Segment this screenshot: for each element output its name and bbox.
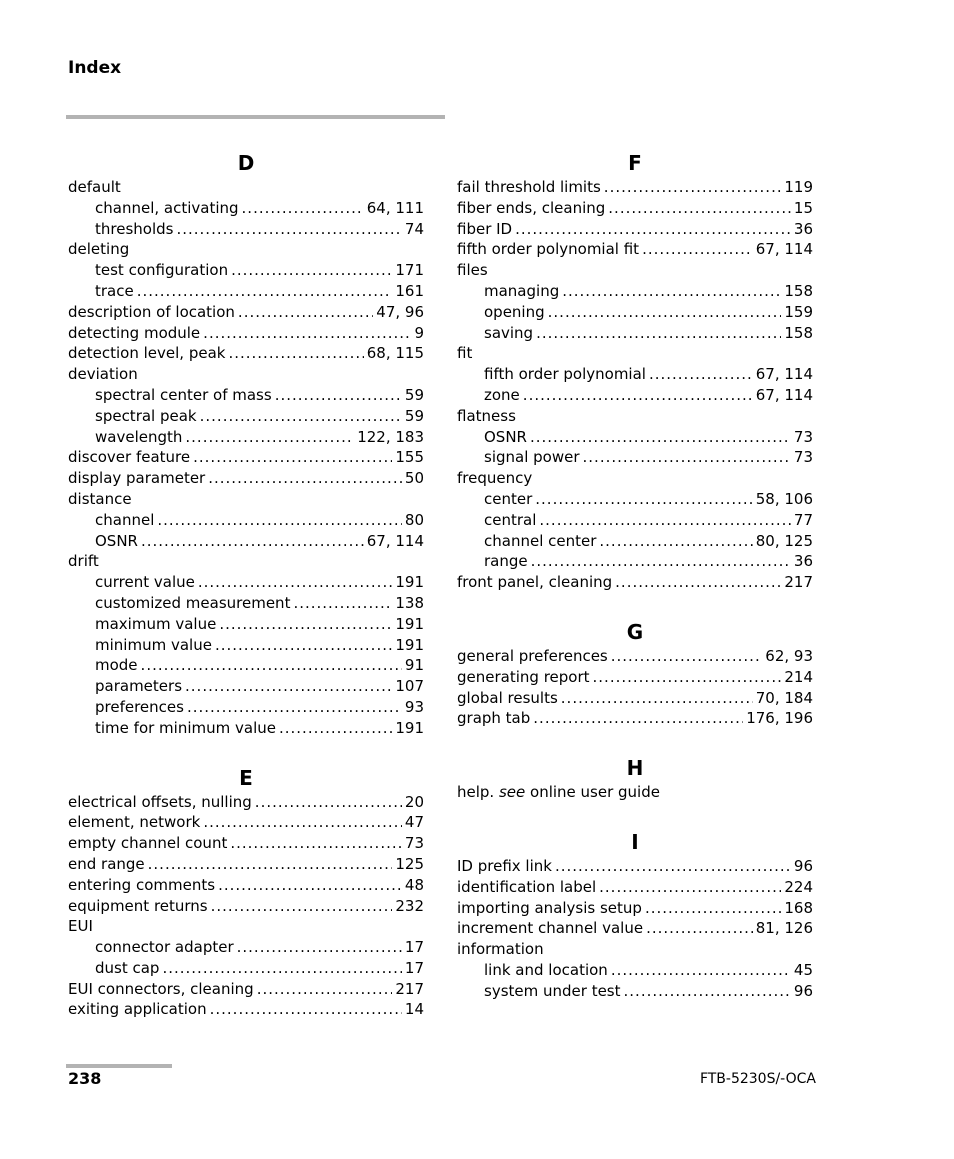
index-term: minimum value bbox=[95, 635, 212, 654]
index-term: spectral center of mass bbox=[95, 385, 272, 404]
index-term: spectral peak bbox=[95, 406, 197, 425]
footer-rule bbox=[66, 1064, 172, 1068]
index-subentry bbox=[68, 614, 424, 635]
index-subentry bbox=[457, 531, 813, 552]
dot-leader bbox=[583, 447, 791, 468]
page-references: 47, 96 bbox=[376, 302, 424, 321]
page-references: 122, 183 bbox=[357, 427, 424, 446]
index-entry bbox=[457, 877, 813, 898]
dot-leader bbox=[162, 958, 401, 979]
index-term: information bbox=[457, 940, 544, 959]
page-references: 58, 106 bbox=[755, 489, 813, 508]
index-subentry bbox=[457, 427, 813, 448]
index-entry bbox=[457, 219, 813, 240]
index-entry bbox=[457, 239, 813, 260]
dot-leader bbox=[203, 323, 411, 344]
index-term: test configuration bbox=[95, 261, 229, 280]
page-references: 191 bbox=[395, 573, 424, 592]
index-term: connector adapter bbox=[95, 938, 234, 957]
index-subentry bbox=[68, 697, 424, 718]
index-term: opening bbox=[484, 302, 545, 321]
index-term: signal power bbox=[484, 448, 580, 467]
dot-leader bbox=[242, 198, 364, 219]
index-subentry bbox=[457, 323, 813, 344]
index-term: deviation bbox=[68, 365, 138, 384]
index-term: increment channel value bbox=[457, 919, 644, 938]
index-term: element, network bbox=[68, 813, 201, 832]
index-subentry bbox=[68, 655, 424, 676]
index-entry bbox=[457, 918, 813, 939]
section-letter: G bbox=[626, 619, 644, 644]
index-term: importing analysis setup bbox=[457, 898, 642, 917]
index-entry bbox=[457, 939, 813, 960]
dot-leader bbox=[141, 531, 364, 552]
index-entry bbox=[68, 364, 424, 385]
dot-leader bbox=[535, 489, 752, 510]
page-references: 159 bbox=[784, 302, 813, 321]
index-subentry bbox=[68, 427, 424, 448]
dot-leader bbox=[215, 635, 392, 656]
index-term: identification label bbox=[457, 877, 597, 896]
dot-leader bbox=[599, 877, 781, 898]
index-subentry bbox=[68, 406, 424, 427]
index-subentry bbox=[457, 489, 813, 510]
index-term: channel, activating bbox=[95, 198, 239, 217]
dot-leader bbox=[185, 676, 392, 697]
page-references: 171 bbox=[395, 261, 424, 280]
dot-leader bbox=[562, 281, 781, 302]
dot-leader bbox=[646, 918, 753, 939]
dot-leader bbox=[611, 960, 791, 981]
index-entry bbox=[457, 572, 813, 593]
dot-leader bbox=[219, 614, 392, 635]
page-references: 67, 114 bbox=[366, 531, 424, 550]
page-references: 217 bbox=[784, 573, 813, 592]
page-references: 155 bbox=[395, 448, 424, 467]
page-references: 214 bbox=[784, 667, 813, 686]
dot-leader bbox=[141, 655, 402, 676]
index-term: drift bbox=[68, 552, 99, 571]
dot-leader bbox=[533, 708, 743, 729]
index-term: exiting application bbox=[68, 1000, 207, 1019]
index-section bbox=[457, 149, 813, 593]
index-section bbox=[457, 754, 813, 803]
page-references: 14 bbox=[404, 1000, 424, 1019]
page-references: 232 bbox=[395, 896, 424, 915]
index-subentry bbox=[68, 219, 424, 240]
index-term: global results bbox=[457, 688, 558, 707]
index-entry bbox=[68, 792, 424, 813]
page-references: 59 bbox=[404, 385, 424, 404]
dot-leader bbox=[231, 260, 392, 281]
dot-leader bbox=[608, 198, 791, 219]
index-term: wavelength bbox=[95, 427, 183, 446]
dot-leader bbox=[642, 239, 753, 260]
section-letter: E bbox=[239, 765, 253, 790]
index-entry bbox=[457, 260, 813, 281]
page-references: 20 bbox=[404, 792, 424, 811]
page-references: 93 bbox=[404, 697, 424, 716]
dot-leader bbox=[238, 302, 373, 323]
page-references: 67, 114 bbox=[755, 365, 813, 384]
index-subentry bbox=[457, 551, 813, 572]
page-references: 36 bbox=[793, 219, 813, 238]
page-references: 67, 114 bbox=[755, 240, 813, 259]
dot-leader bbox=[523, 385, 753, 406]
section-letter: F bbox=[628, 151, 642, 175]
page-references: 17 bbox=[404, 958, 424, 977]
index-entry bbox=[457, 406, 813, 427]
index-term: mode bbox=[95, 656, 138, 675]
index-term: front panel, cleaning bbox=[457, 573, 613, 592]
index-entry bbox=[68, 812, 424, 833]
index-subentry bbox=[68, 718, 424, 739]
index-entry bbox=[68, 875, 424, 896]
page-references: 176, 196 bbox=[746, 709, 813, 728]
index-term: range bbox=[484, 552, 528, 571]
index-term bbox=[457, 782, 660, 803]
dot-leader bbox=[615, 572, 781, 593]
index-column-left bbox=[68, 146, 424, 1020]
page-references: 9 bbox=[414, 323, 424, 342]
section-letter: D bbox=[237, 151, 255, 175]
index-term: saving bbox=[484, 323, 534, 342]
index-subentry bbox=[457, 510, 813, 531]
index-term: frequency bbox=[457, 469, 533, 488]
index-section bbox=[68, 149, 424, 739]
index-subentry bbox=[457, 302, 813, 323]
index-entry bbox=[457, 898, 813, 919]
index-term: deleting bbox=[68, 240, 130, 259]
index-term-text: help. bbox=[457, 783, 499, 802]
index-entry bbox=[68, 916, 424, 937]
index-subentry bbox=[457, 364, 813, 385]
page-references: 77 bbox=[793, 510, 813, 529]
index-entry bbox=[68, 551, 424, 572]
index-term: fail threshold limits bbox=[457, 178, 601, 196]
section-letter: H bbox=[626, 756, 644, 781]
index-term: current value bbox=[95, 573, 195, 592]
dot-leader bbox=[531, 551, 791, 572]
index-subentry bbox=[68, 937, 424, 958]
index-subentry bbox=[68, 385, 424, 406]
section-letter: I bbox=[631, 829, 639, 854]
index-term: detecting module bbox=[68, 323, 201, 342]
index-subentry bbox=[457, 385, 813, 406]
index-term: channel center bbox=[484, 531, 597, 550]
index-entry bbox=[457, 198, 813, 219]
index-subentry bbox=[68, 260, 424, 281]
page-references: 73 bbox=[793, 427, 813, 446]
page-references: 191 bbox=[395, 635, 424, 654]
page-references: 158 bbox=[784, 323, 813, 342]
page-references: 73 bbox=[793, 448, 813, 467]
index-term: display parameter bbox=[68, 469, 206, 488]
index-subentry bbox=[68, 198, 424, 219]
dot-leader bbox=[218, 875, 402, 896]
index-subentry bbox=[68, 635, 424, 656]
page-references: 168 bbox=[784, 898, 813, 917]
index-entry bbox=[68, 999, 424, 1020]
index-term: link and location bbox=[484, 960, 608, 979]
index-term: customized measurement bbox=[95, 593, 291, 612]
dot-leader bbox=[555, 856, 791, 877]
index-entry bbox=[68, 447, 424, 468]
page-references: 47 bbox=[404, 813, 424, 832]
dot-leader bbox=[530, 427, 791, 448]
page-references: 62, 93 bbox=[765, 646, 813, 665]
dot-leader bbox=[611, 646, 763, 667]
dot-leader bbox=[210, 999, 402, 1020]
dot-leader bbox=[275, 385, 402, 406]
index-term: fifth order polynomial fit bbox=[457, 240, 640, 259]
dot-leader bbox=[539, 510, 791, 531]
index-term: generating report bbox=[457, 667, 590, 686]
index-entry bbox=[68, 979, 424, 1000]
index-section bbox=[68, 764, 424, 1021]
index-term: managing bbox=[484, 281, 560, 300]
index-term: graph tab bbox=[457, 709, 531, 728]
index-term: end range bbox=[68, 854, 145, 873]
index-column-right bbox=[457, 146, 813, 1002]
page-references: 48 bbox=[404, 875, 424, 894]
index-term: empty channel count bbox=[68, 834, 228, 853]
dot-leader bbox=[185, 427, 354, 448]
dot-leader bbox=[293, 593, 392, 614]
index-term: center bbox=[484, 489, 533, 508]
index-entry bbox=[68, 896, 424, 917]
dot-leader bbox=[279, 718, 392, 739]
index-term: system under test bbox=[484, 981, 621, 1000]
dot-leader bbox=[649, 364, 753, 385]
index-term: default bbox=[68, 178, 121, 196]
page-references: 96 bbox=[793, 856, 813, 875]
page-references: 119 bbox=[784, 178, 813, 196]
page-references: 191 bbox=[395, 614, 424, 633]
dot-leader bbox=[515, 219, 791, 240]
index-term: fiber ends, cleaning bbox=[457, 198, 606, 217]
index-subentry bbox=[68, 531, 424, 552]
index-subentry bbox=[68, 572, 424, 593]
dot-leader bbox=[157, 510, 402, 531]
page-references: 74 bbox=[404, 219, 424, 238]
dot-leader bbox=[561, 688, 753, 709]
dot-leader bbox=[187, 697, 402, 718]
index-term: flatness bbox=[457, 406, 516, 425]
index-subentry bbox=[68, 676, 424, 697]
index-subentry bbox=[68, 593, 424, 614]
dot-leader bbox=[208, 468, 402, 489]
index-term: EUI connectors, cleaning bbox=[68, 979, 254, 998]
index-term: equipment returns bbox=[68, 896, 208, 915]
index-entry bbox=[457, 708, 813, 729]
page-references: 80, 125 bbox=[755, 531, 813, 550]
dot-leader bbox=[230, 833, 402, 854]
dot-leader bbox=[203, 812, 402, 833]
index-subentry bbox=[457, 281, 813, 302]
page-references: 64, 111 bbox=[366, 198, 424, 217]
dot-leader bbox=[193, 447, 392, 468]
index-term: entering comments bbox=[68, 875, 216, 894]
dot-leader bbox=[257, 979, 393, 1000]
see-target: online user guide bbox=[525, 783, 660, 802]
index-term: OSNR bbox=[484, 427, 527, 446]
page-references: 50 bbox=[404, 469, 424, 488]
index-term: central bbox=[484, 510, 537, 529]
page-references: 217 bbox=[395, 979, 424, 998]
index-subentry bbox=[68, 281, 424, 302]
index-section bbox=[457, 618, 813, 729]
dot-leader bbox=[176, 219, 401, 240]
index-term: description of location bbox=[68, 302, 235, 321]
index-term: files bbox=[457, 261, 488, 280]
page-references: 15 bbox=[793, 198, 813, 217]
page-references: 36 bbox=[793, 552, 813, 571]
index-section bbox=[457, 828, 813, 1002]
page-header-title: Index bbox=[68, 58, 122, 78]
index-term: thresholds bbox=[95, 219, 174, 238]
page-number: 238 bbox=[68, 1069, 102, 1088]
index-term: time for minimum value bbox=[95, 718, 276, 737]
index-term: fit bbox=[457, 344, 473, 363]
index-entry bbox=[457, 782, 813, 803]
header-rule bbox=[66, 115, 445, 119]
dot-leader bbox=[645, 898, 781, 919]
see-reference: see bbox=[498, 783, 526, 802]
index-entry bbox=[457, 688, 813, 709]
index-subentry bbox=[68, 510, 424, 531]
dot-leader bbox=[624, 981, 791, 1002]
index-term: trace bbox=[95, 281, 134, 300]
dot-leader bbox=[536, 323, 781, 344]
index-term: discover feature bbox=[68, 448, 191, 467]
index-term: channel bbox=[95, 510, 155, 529]
index-entry bbox=[457, 856, 813, 877]
index-term: dust cap bbox=[95, 958, 160, 977]
index-entry bbox=[457, 177, 813, 198]
index-term: maximum value bbox=[95, 614, 217, 633]
index-entry bbox=[68, 489, 424, 510]
index-term: OSNR bbox=[95, 531, 138, 550]
dot-leader bbox=[593, 667, 782, 688]
dot-leader bbox=[200, 406, 402, 427]
index-term: parameters bbox=[95, 677, 183, 696]
page-references: 68, 115 bbox=[366, 344, 424, 363]
index-subentry bbox=[457, 981, 813, 1002]
index-subentry bbox=[68, 958, 424, 979]
dot-leader bbox=[148, 854, 393, 875]
index-term: zone bbox=[484, 385, 520, 404]
page-references: 107 bbox=[395, 677, 424, 696]
index-entry bbox=[68, 323, 424, 344]
dot-leader bbox=[211, 896, 393, 917]
index-entry bbox=[457, 646, 813, 667]
index-entry bbox=[68, 833, 424, 854]
page-references: 59 bbox=[404, 406, 424, 425]
dot-leader bbox=[237, 937, 402, 958]
index-entry bbox=[68, 302, 424, 323]
page-references: 81, 126 bbox=[755, 919, 813, 938]
index-entry bbox=[68, 343, 424, 364]
page-references: 45 bbox=[793, 960, 813, 979]
index-term: electrical offsets, nulling bbox=[68, 792, 252, 811]
dot-leader bbox=[137, 281, 393, 302]
dot-leader bbox=[599, 531, 752, 552]
page-references: 73 bbox=[404, 834, 424, 853]
dot-leader bbox=[198, 572, 393, 593]
index-term: detection level, peak bbox=[68, 344, 226, 363]
index-entry bbox=[68, 468, 424, 489]
page-references: 191 bbox=[395, 718, 424, 737]
index-subentry bbox=[457, 447, 813, 468]
index-entry bbox=[68, 854, 424, 875]
index-term: preferences bbox=[95, 697, 184, 716]
page-references: 138 bbox=[395, 593, 424, 612]
index-entry bbox=[68, 177, 424, 198]
page-references: 80 bbox=[404, 510, 424, 529]
dot-leader bbox=[255, 792, 402, 813]
dot-leader bbox=[548, 302, 782, 323]
index-term: ID prefix link bbox=[457, 856, 552, 875]
page-references: 17 bbox=[404, 938, 424, 957]
index-term: fifth order polynomial bbox=[484, 365, 646, 384]
index-term: EUI bbox=[68, 917, 93, 936]
page-references: 70, 184 bbox=[755, 688, 813, 707]
page-references: 161 bbox=[395, 281, 424, 300]
page-references: 67, 114 bbox=[755, 385, 813, 404]
index-subentry bbox=[457, 960, 813, 981]
dot-leader bbox=[228, 343, 363, 364]
index-entry bbox=[457, 468, 813, 489]
index-term: fiber ID bbox=[457, 219, 513, 238]
page-references: 96 bbox=[793, 981, 813, 1000]
page-references: 125 bbox=[395, 854, 424, 873]
index-term: general preferences bbox=[457, 646, 608, 665]
index-entry bbox=[457, 343, 813, 364]
page-references: 158 bbox=[784, 281, 813, 300]
page-references: 224 bbox=[784, 877, 813, 896]
page-references: 91 bbox=[404, 656, 424, 675]
index-entry bbox=[68, 239, 424, 260]
index-term: distance bbox=[68, 489, 132, 508]
index-entry bbox=[457, 667, 813, 688]
document-id: FTB-5230S/-OCA bbox=[699, 1071, 816, 1087]
dot-leader bbox=[604, 177, 782, 198]
